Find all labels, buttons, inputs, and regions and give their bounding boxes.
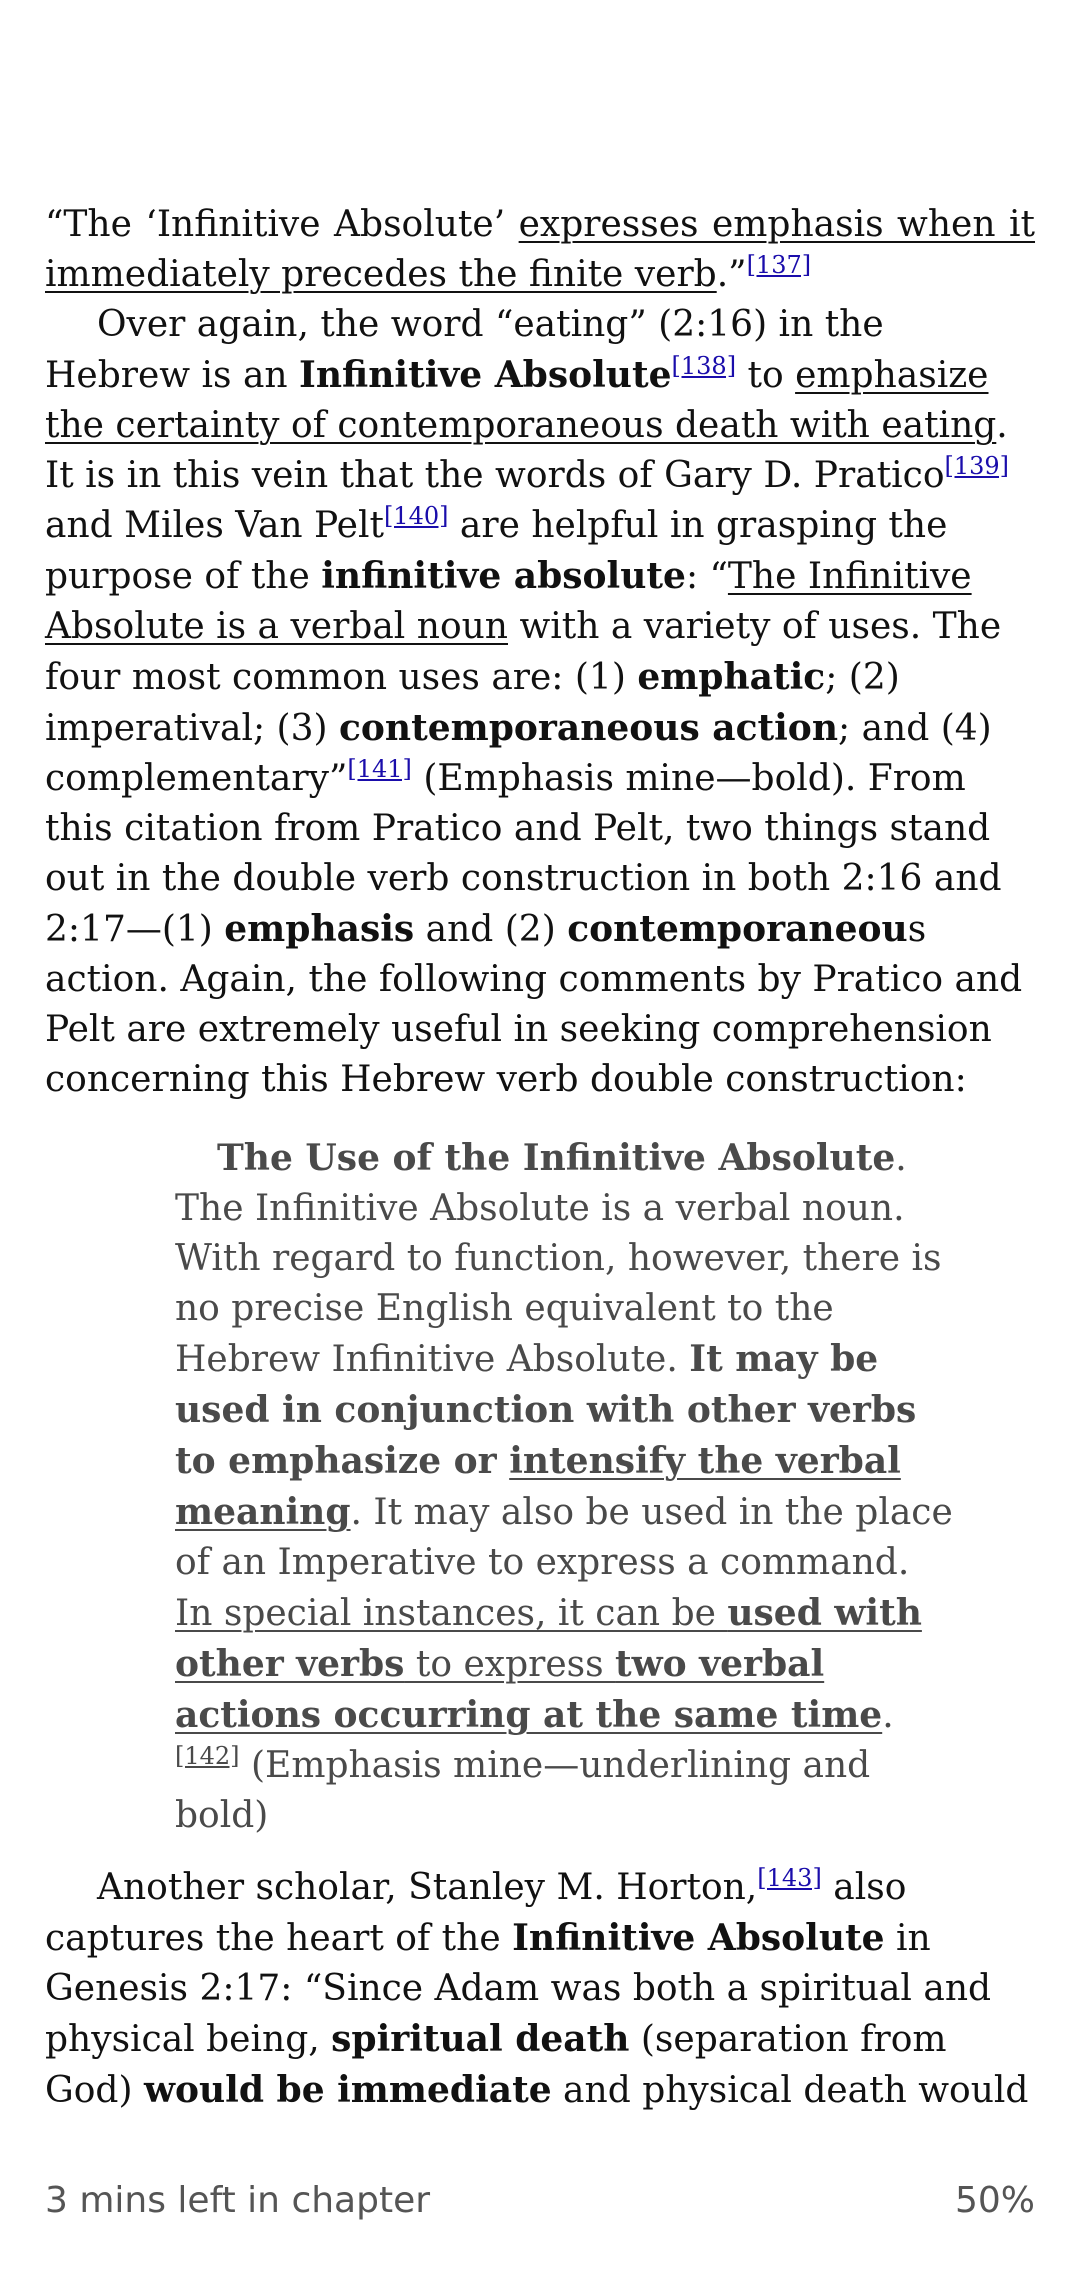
bold-underlined-text: intensify the verbal meaning [175,1440,901,1533]
bold-text: It may be used in conjunction with other verbs to emphasize or [175,1338,917,1482]
bold-text: spiritual death [331,2018,630,2060]
bold-text: contemporaneou [567,908,908,950]
text: . The Infinitive Absolute is a verbal noun. With regard to function, however, there is no precise English equivalent to the Hebrew Infinitive Absolute. [175,1138,942,1380]
underlined-text: The Infinitive Absolute is a verbal noun [45,556,972,647]
reading-status-bar [45,2180,1035,2221]
text: to [736,355,796,396]
bold-text: infinitive absolute [321,555,686,597]
text: .” [716,254,747,295]
bold-underlined-text: used with other verbs [175,1592,922,1685]
text: with a variety of uses. The four most common uses are: (1) [45,606,1002,698]
text: “The ‘Infinitive Absolute’ [45,204,519,245]
footnote-link-141[interactable]: [141] [347,755,412,783]
bold-underlined-text: two verbal actions occurring at the same time [175,1643,883,1736]
text: Another scholar, Stanley M. Horton, [97,1867,758,1908]
time-left-in-chapter[interactable]: 3 mins left in chapter [45,2180,431,2221]
text: . [882,1695,894,1736]
text: are helpful in grasping the purpose of the [45,505,948,597]
text: also captures the heart of the [45,1867,907,1959]
text: ; (2) imperatival; (3) [45,657,900,749]
bold-text: Infinitive Absolute [299,354,672,396]
quote-title: The Use of the Infinitive Absolute [217,1137,896,1179]
bold-text: Infinitive Absolute [512,1917,885,1959]
text: ; and (4) complementary” [45,708,992,799]
book-page [45,200,1035,2116]
block-quote [175,1133,955,1841]
underlined-text: emphasize the certainty of contemporaneous death with eating [45,355,997,446]
bold-text: would be immediate [143,2069,552,2111]
text: (Emphasis mine—bold). From this citation from Pratico and Pelt, two things stand out in the double verb construction in both 2:16 and 2:17—(1) [45,758,1002,950]
text: . It is in this vein that the words of Gary D. Pratico [45,405,1008,496]
footnote-link-143[interactable]: [143] [757,1864,822,1892]
text: and Miles Van Pelt [45,505,384,546]
bold-text: contemporaneous action [338,707,838,749]
bold-text: emphatic [637,656,826,698]
text: : “ [685,556,728,597]
text: and (2) [414,909,568,950]
underlined-text: In special instances, it can be [175,1593,728,1634]
text: . It may also be used in the place of an Imperative to express a command. [175,1492,953,1583]
text: (separation from God) [45,2019,947,2111]
paragraph-2 [45,300,1035,1105]
text: s action. Again, the following comments by Pratico and Pelt are extremely useful in seeking comprehension concerning this Hebrew verb double construction: [45,909,1023,1100]
bold-text: emphasis [224,908,415,950]
paragraph-3 [45,1863,1035,2116]
footnote-link-140[interactable]: [140] [383,502,449,530]
paragraph-1 [45,200,1035,300]
footnote-link-137[interactable]: [137] [746,251,812,279]
footnote-link-138[interactable]: [138] [671,352,737,380]
underlined-text: expresses emphasis when it immediately precedes the finite verb [45,204,1036,295]
text: Over again, the word “eating” (2:16) in the Hebrew is an [45,304,884,396]
text: and physical death would [551,2070,1029,2111]
underlined-text: to express [404,1644,616,1685]
reading-progress-percent[interactable]: 50% [954,2180,1035,2221]
text: in Genesis 2:17: “Since Adam was both a spiritual and physical being, [45,1918,992,2060]
text: (Emphasis mine—underlining and bold) [175,1745,871,1836]
footnote-link-142[interactable]: [142] [175,1742,240,1770]
quote-paragraph [175,1133,955,1841]
footnote-link-139[interactable]: [139] [944,452,1010,480]
